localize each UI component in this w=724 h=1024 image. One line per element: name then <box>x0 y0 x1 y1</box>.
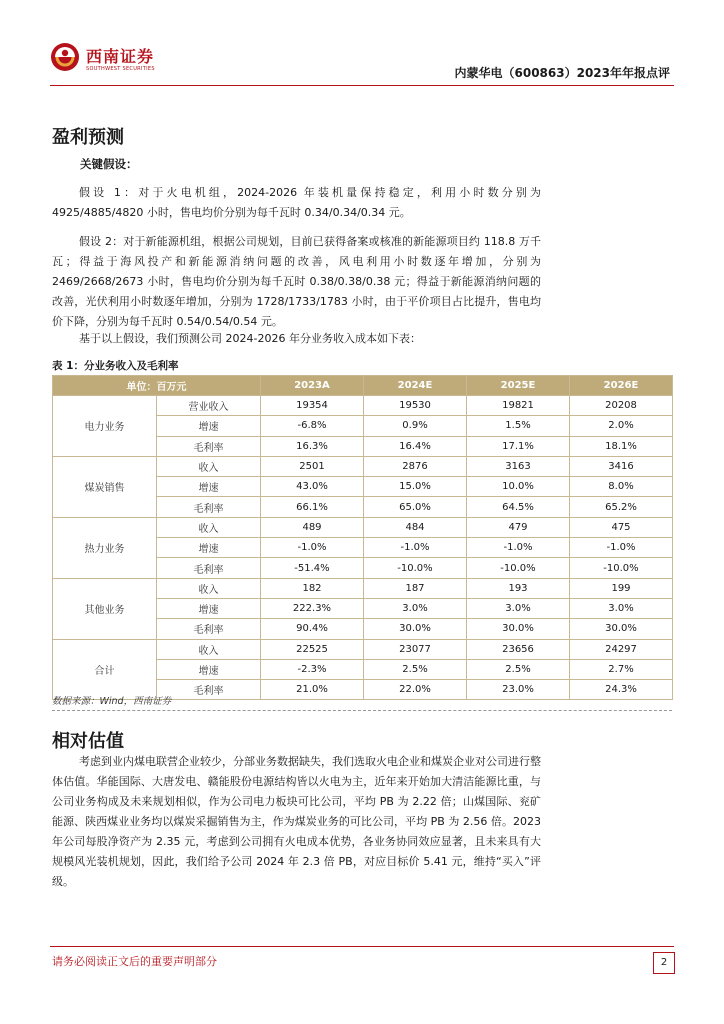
table-cell: 3.0% <box>467 598 570 618</box>
table-cell: 24.3% <box>570 680 673 700</box>
table-cell: -10.0% <box>570 558 673 578</box>
table-cell: 22525 <box>261 639 364 659</box>
table-cell: 16.3% <box>261 436 364 456</box>
table-cell: 23.0% <box>467 680 570 700</box>
table-header-unit: 单位：百万元 <box>53 376 261 396</box>
table-cell: 484 <box>364 517 467 537</box>
footer-divider <box>50 946 674 947</box>
table-header-year: 2023A <box>261 376 364 396</box>
table-cell: 182 <box>261 578 364 598</box>
table-cell: 193 <box>467 578 570 598</box>
segment-name: 电力业务 <box>53 396 157 457</box>
table-cell: 0.9% <box>364 416 467 436</box>
table-cell: 43.0% <box>261 477 364 497</box>
segment-name: 其他业务 <box>53 578 157 639</box>
table-row <box>53 639 673 659</box>
metric-name: 毛利率 <box>157 680 261 700</box>
table-cell: 30.0% <box>364 619 467 639</box>
header-divider <box>50 85 674 86</box>
table-cell: -6.8% <box>261 416 364 436</box>
metric-name: 毛利率 <box>157 497 261 517</box>
table-cell: 475 <box>570 517 673 537</box>
forecast-summary-paragraph: 基于以上假设，我们预测公司 2024-2026 年分业务收入成本如下表： <box>79 332 421 345</box>
table-header-year: 2026E <box>570 376 673 396</box>
table-cell: 10.0% <box>467 477 570 497</box>
footer-disclaimer: 请务必阅读正文后的重要声明部分 <box>52 955 217 968</box>
table-row <box>53 456 673 476</box>
table-cell: -1.0% <box>467 538 570 558</box>
table-cell: 187 <box>364 578 467 598</box>
metric-name: 毛利率 <box>157 558 261 578</box>
segment-name: 热力业务 <box>53 517 157 578</box>
table-cell: 489 <box>261 517 364 537</box>
table-cell: 19530 <box>364 396 467 416</box>
table-cell: 23656 <box>467 639 570 659</box>
report-title: 内蒙华电（600863）2023年年报点评 <box>454 66 670 80</box>
table-cell: -2.3% <box>261 659 364 679</box>
table-cell: -10.0% <box>364 558 467 578</box>
table-cell: 2.5% <box>467 659 570 679</box>
table-cell: 90.4% <box>261 619 364 639</box>
table-cell: 19821 <box>467 396 570 416</box>
metric-name: 收入 <box>157 517 261 537</box>
table-cell: 16.4% <box>364 436 467 456</box>
table-cell: 65.0% <box>364 497 467 517</box>
metric-name: 增速 <box>157 477 261 497</box>
table-cell: -1.0% <box>364 538 467 558</box>
table-cell: -10.0% <box>467 558 570 578</box>
table-caption: 表 1：分业务收入及毛利率 <box>52 360 179 372</box>
metric-name: 收入 <box>157 639 261 659</box>
table-cell: 15.0% <box>364 477 467 497</box>
page-number: 2 <box>653 952 675 974</box>
table-row <box>53 578 673 598</box>
assumption-1-paragraph: 假设 1：对于火电机组，2024-2026 年装机量保持稳定，利用小时数分别为 4925/4885/4820 小时，售电均价分别为每千瓦时 0.34/0.34/0.34 元。 <box>52 186 541 219</box>
table-cell: 8.0% <box>570 477 673 497</box>
segment-revenue-table <box>52 375 673 700</box>
table-cell: -1.0% <box>261 538 364 558</box>
table-cell: 3.0% <box>364 598 467 618</box>
metric-name: 营业收入 <box>157 396 261 416</box>
table-cell: 17.1% <box>467 436 570 456</box>
forecast-heading: 盈利预测 <box>52 127 124 148</box>
table-cell: 30.0% <box>467 619 570 639</box>
metric-name: 毛利率 <box>157 619 261 639</box>
table-row <box>53 517 673 537</box>
table-cell: 18.1% <box>570 436 673 456</box>
table-cell: 2.7% <box>570 659 673 679</box>
table-cell: 1.5% <box>467 416 570 436</box>
table-cell: 19354 <box>261 396 364 416</box>
metric-name: 增速 <box>157 598 261 618</box>
table-cell: -51.4% <box>261 558 364 578</box>
table-cell: 199 <box>570 578 673 598</box>
table-header-year: 2025E <box>467 376 570 396</box>
segment-name: 煤炭销售 <box>53 456 157 517</box>
metric-name: 增速 <box>157 659 261 679</box>
metric-name: 增速 <box>157 416 261 436</box>
table-cell: 24297 <box>570 639 673 659</box>
table-cell: 3416 <box>570 456 673 476</box>
table-cell: 21.0% <box>261 680 364 700</box>
valuation-paragraph: 考虑到业内煤电联营企业较少，分部业务数据缺失，我们选取火电企业和煤炭企业对公司进行整体估值。华能国际、大唐发电、赣能股份电源结构皆以火电为主，近年来开始加大清洁能源比重，与公司业务构成及未来规划相似，作为公司电力板块可比公司，平均 PB 为 2.22 倍；山煤国际、兖矿能源、陕西煤业业务均以煤炭采掘销售为主，作为煤炭业务的可比公司，平均 PB 为 2.56 倍。2023 年公司每股净资产为 2.35 元，考虑到公司拥有火电成本优势，各业务协同效应显著，且未来具有大规模风光装机规划，因此，我们给予公司 2024 年 2.3 倍 PB，对应目标价 5.41 元，维持“买入”评级。 <box>52 755 541 888</box>
key-assumptions-label: 关键假设： <box>80 157 138 171</box>
table-cell: 2876 <box>364 456 467 476</box>
table-cell: 3.0% <box>570 598 673 618</box>
segment-name: 合计 <box>53 639 157 700</box>
table-cell: 65.2% <box>570 497 673 517</box>
table-bottom-divider <box>52 710 672 711</box>
metric-name: 增速 <box>157 538 261 558</box>
table-cell: 2.0% <box>570 416 673 436</box>
table-row <box>53 396 673 416</box>
table-header-year: 2024E <box>364 376 467 396</box>
table-cell: 2.5% <box>364 659 467 679</box>
assumption-2-paragraph: 假设 2：对于新能源机组，根据公司规划，目前已获得备案或核准的新能源项目约 118.8 万千瓦；得益于海风投产和新能源消纳问题的改善，风电利用小时数逐年增加，分别为 2469/2668/2673 小时，售电均价分别为每千瓦时 0.38/0.38/0.38 元；得益于新能源消纳问题的改善，光伏利用小时数逐年增加，分别为 1728/1733/1783 小时，由于平价项目占比提升，售电均价下降，分别为每千瓦时 0.54/0.54/0.54 元。 <box>52 235 541 328</box>
table-source-note: 数据来源：Wind，西南证券 <box>52 696 172 707</box>
table-cell: 23077 <box>364 639 467 659</box>
metric-name: 收入 <box>157 456 261 476</box>
table-cell: 64.5% <box>467 497 570 517</box>
metric-name: 毛利率 <box>157 436 261 456</box>
table-cell: 2501 <box>261 456 364 476</box>
table-cell: 20208 <box>570 396 673 416</box>
table-cell: -1.0% <box>570 538 673 558</box>
table-cell: 479 <box>467 517 570 537</box>
logo-english-text: SOUTHWEST SECURITIES <box>86 66 155 72</box>
logo-chinese-text: 西南证券 <box>86 47 155 66</box>
table-cell: 30.0% <box>570 619 673 639</box>
table-cell: 3163 <box>467 456 570 476</box>
table-header-row <box>53 376 673 396</box>
table-cell: 222.3% <box>261 598 364 618</box>
metric-name: 收入 <box>157 578 261 598</box>
southwest-securities-logo-icon <box>50 42 80 72</box>
table-cell: 22.0% <box>364 680 467 700</box>
table-cell: 66.1% <box>261 497 364 517</box>
valuation-heading: 相对估值 <box>52 731 124 752</box>
